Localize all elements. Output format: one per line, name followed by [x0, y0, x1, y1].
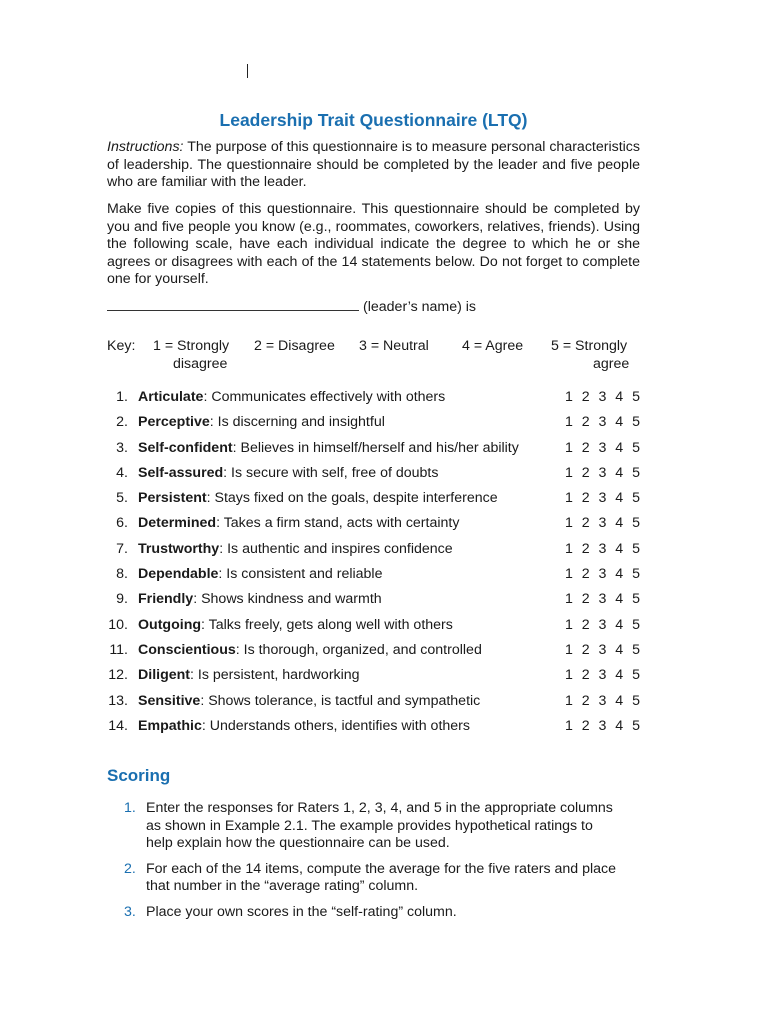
rating-option[interactable]: 2: [581, 439, 590, 456]
rating-option[interactable]: 1: [565, 490, 573, 507]
scoring-heading: Scoring: [107, 766, 171, 785]
rating-option[interactable]: 2: [581, 667, 590, 684]
rating-option[interactable]: 2: [581, 490, 590, 507]
rating-option[interactable]: 1: [565, 591, 573, 608]
rating-option[interactable]: 1: [565, 717, 573, 734]
key-5-sub: agree: [593, 355, 630, 372]
rating-option[interactable]: 5: [632, 439, 640, 456]
rating-option[interactable]: 5: [632, 389, 640, 405]
rating-option[interactable]: 4: [615, 591, 624, 608]
item-statement: [138, 540, 453, 559]
rating-option[interactable]: 1: [565, 692, 573, 709]
item-statement: [138, 489, 498, 508]
item-number: 13.: [108, 692, 128, 709]
key-3-label: 3 = Neutral: [359, 338, 429, 354]
rating-scale: [565, 439, 640, 458]
item-trait: Persistent: [138, 490, 207, 507]
rating-option[interactable]: 3: [598, 591, 607, 608]
rating-option[interactable]: 4: [615, 540, 624, 557]
item-trait: Articulate: [138, 389, 204, 405]
item-description: : Is consistent and reliable: [218, 566, 383, 583]
item-number: 1.: [116, 389, 128, 405]
rating-option[interactable]: 3: [598, 566, 607, 583]
rating-option[interactable]: 3: [598, 464, 607, 481]
rating-option[interactable]: 3: [598, 717, 607, 734]
rating-option[interactable]: 5: [632, 490, 640, 507]
rating-option[interactable]: 2: [581, 515, 590, 532]
leader-name-blank[interactable]: [107, 297, 359, 311]
key-1-sub: disagree: [173, 355, 228, 372]
rating-option[interactable]: 3: [598, 439, 607, 456]
scoring-step: [107, 904, 622, 922]
item-trait: Conscientious: [138, 641, 236, 658]
key-label: Key:: [107, 338, 136, 354]
item-description: : Understands others, identifies with others: [201, 717, 470, 734]
rating-option[interactable]: 5: [632, 591, 640, 608]
key-4-label: 4 = Agree: [462, 338, 524, 354]
rating-scale: [565, 641, 640, 660]
rating-option[interactable]: 2: [581, 641, 590, 658]
rating-option[interactable]: 3: [598, 490, 607, 507]
rating-option[interactable]: 1: [565, 439, 573, 456]
rating-option[interactable]: 5: [632, 667, 640, 684]
rating-scale: [565, 464, 640, 483]
list-item: [107, 692, 640, 717]
rating-option[interactable]: 4: [615, 641, 624, 658]
item-statement: [138, 514, 459, 533]
rating-option[interactable]: 3: [598, 389, 607, 405]
item-description: : Talks freely, gets along well with others: [201, 616, 453, 633]
rating-option[interactable]: 1: [565, 464, 573, 481]
rating-option[interactable]: 5: [632, 414, 640, 431]
item-statement: [138, 439, 519, 458]
rating-option[interactable]: 3: [598, 616, 607, 633]
list-item: [107, 388, 640, 413]
item-statement: [138, 565, 382, 584]
scoring-step: [107, 800, 622, 853]
list-item: [107, 641, 640, 666]
item-number: 12.: [108, 667, 128, 684]
item-description: : Communicates effectively with others: [203, 389, 446, 405]
rating-option[interactable]: 3: [598, 692, 607, 709]
rating-option[interactable]: 2: [581, 464, 590, 481]
rating-option[interactable]: 4: [615, 490, 624, 507]
rating-option[interactable]: 2: [581, 414, 590, 431]
rating-option[interactable]: 4: [615, 692, 624, 709]
rating-key: [107, 338, 640, 378]
rating-scale: [565, 489, 640, 508]
item-number: 10.: [108, 616, 128, 633]
rating-option[interactable]: 1: [565, 641, 573, 658]
item-description: : Is thorough, organized, and controlled: [235, 641, 482, 658]
rating-scale: [565, 514, 640, 533]
rating-option[interactable]: 5: [632, 616, 640, 633]
rating-option[interactable]: 1: [565, 515, 573, 532]
item-trait: Friendly: [138, 591, 194, 608]
item-description: : Is authentic and inspires confidence: [219, 540, 453, 557]
page-title: Leadership Trait Questionnaire (LTQ): [219, 110, 528, 130]
rating-option[interactable]: 1: [565, 389, 573, 405]
rating-option[interactable]: 1: [565, 667, 573, 684]
item-description: : Shows kindness and warmth: [193, 591, 382, 608]
item-number: 5.: [116, 490, 128, 507]
text-cursor-mark: [247, 64, 248, 78]
rating-option[interactable]: 4: [615, 464, 624, 481]
rating-scale: [565, 413, 640, 432]
rating-scale: [565, 692, 640, 711]
rating-option[interactable]: 3: [598, 641, 607, 658]
rating-scale: [565, 565, 640, 584]
item-number: 8.: [116, 566, 128, 583]
item-description: : Is discerning and insightful: [209, 414, 385, 431]
rating-option[interactable]: 4: [615, 439, 624, 456]
list-item: [107, 717, 640, 742]
instructions-text: The purpose of this questionnaire is to measure personal characteristics of leadership. The questionnaire should be completed by the leader and five people who are familiar with the leader.: [107, 139, 640, 191]
item-trait: Perceptive: [138, 414, 210, 431]
item-statement: [138, 717, 470, 736]
item-number: 6.: [116, 515, 128, 532]
key-1-label: 1 = Strongly: [153, 338, 230, 354]
step-number: 2.: [124, 860, 136, 877]
rating-option[interactable]: 2: [581, 389, 590, 405]
rating-option[interactable]: 1: [565, 540, 573, 557]
rating-option[interactable]: 2: [581, 566, 590, 583]
item-statement: [138, 590, 382, 609]
rating-option[interactable]: 2: [581, 540, 590, 557]
rating-scale: [565, 590, 640, 609]
item-statement: [138, 388, 445, 407]
rating-option[interactable]: 4: [615, 389, 624, 405]
rating-option[interactable]: 2: [581, 692, 590, 709]
key-2-label: 2 = Disagree: [254, 338, 335, 354]
scoring-step: [107, 861, 622, 896]
list-item: [107, 540, 640, 565]
rating-option[interactable]: 3: [598, 667, 607, 684]
rating-option[interactable]: 3: [598, 540, 607, 557]
rating-option[interactable]: 5: [632, 692, 640, 709]
item-trait: Dependable: [138, 566, 219, 583]
rating-option[interactable]: 5: [632, 717, 640, 734]
item-description: : Is secure with self, free of doubts: [223, 464, 439, 481]
list-item: [107, 464, 640, 489]
key-5-label: 5 = Strongly: [551, 338, 628, 354]
instructions-label: Instructions:: [107, 139, 184, 155]
item-trait: Empathic: [138, 717, 202, 734]
item-description: : Stays fixed on the goals, despite interference: [206, 490, 498, 507]
rating-option[interactable]: 3: [598, 515, 607, 532]
item-trait: Sensitive: [138, 692, 201, 709]
rating-option[interactable]: 2: [581, 717, 590, 734]
rating-option[interactable]: 4: [615, 515, 624, 532]
item-trait: Outgoing: [138, 616, 202, 633]
item-statement: [138, 641, 482, 660]
item-trait: Determined: [138, 515, 217, 532]
item-description: : Shows tolerance, is tactful and sympathetic: [200, 692, 481, 709]
rating-option[interactable]: 5: [632, 566, 640, 583]
rating-option[interactable]: 4: [615, 616, 624, 633]
item-description: : Takes a firm stand, acts with certainty: [216, 515, 460, 532]
rating-option[interactable]: 5: [632, 641, 640, 658]
rating-scale: [565, 616, 640, 635]
rating-scale: [565, 388, 640, 407]
list-item: [107, 413, 640, 438]
step-text: Place your own scores in the “self-rating” column.: [146, 903, 457, 920]
item-number: 3.: [116, 439, 128, 456]
item-number: 2.: [116, 414, 128, 431]
step-number: 3.: [124, 903, 136, 920]
rating-option[interactable]: 1: [565, 566, 573, 583]
rating-option[interactable]: 4: [615, 717, 624, 734]
item-number: 11.: [109, 641, 128, 658]
rating-option[interactable]: 5: [632, 540, 640, 557]
item-number: 9.: [116, 591, 128, 608]
step-number: 1.: [124, 800, 136, 816]
rating-option[interactable]: 5: [632, 515, 640, 532]
item-statement: [138, 616, 453, 635]
item-description: : Is persistent, hardworking: [190, 667, 360, 684]
trait-items-list: [107, 388, 640, 742]
item-number: 4.: [116, 464, 128, 481]
rating-scale: [565, 717, 640, 736]
rating-option[interactable]: 2: [581, 591, 590, 608]
rating-option[interactable]: 3: [598, 414, 607, 431]
rating-scale: [565, 666, 640, 685]
step-text: Enter the responses for Raters 1, 2, 3, 4, and 5 in the appropriate columns as shown in Example 2.1. The example provides hypothetical ratings to help explain how the questionnaire can be used.: [146, 800, 613, 852]
item-number: 7.: [116, 540, 128, 557]
item-statement: [138, 666, 360, 685]
rating-option[interactable]: 4: [615, 566, 624, 583]
copies-paragraph: Make five copies of this questionnaire. This questionnaire should be completed by you and five people you know (e.g., roommates, coworkers, relatives, friends). Using the following scale, have each individual indicate the degree to which he or she agrees or disagrees with each of the 14 statements below. Do not forget to complete one for yourself.: [107, 201, 640, 288]
item-trait: Self-assured: [138, 464, 224, 481]
rating-option[interactable]: 4: [615, 667, 624, 684]
list-item: [107, 514, 640, 539]
rating-scale: [565, 540, 640, 559]
item-statement: [138, 464, 438, 483]
list-item: [107, 565, 640, 590]
item-statement: [138, 413, 385, 432]
rating-option[interactable]: 1: [565, 414, 573, 431]
list-item: [107, 590, 640, 615]
leader-name-line: [107, 297, 640, 315]
leader-name-suffix: (leader’s name) is: [363, 299, 477, 315]
rating-option[interactable]: 1: [565, 616, 573, 633]
item-statement: [138, 692, 480, 711]
item-trait: Diligent: [138, 667, 191, 684]
item-trait: Trustworthy: [138, 540, 220, 557]
step-text: For each of the 14 items, compute the average for the five raters and place that number in the “average rating” column.: [146, 860, 617, 895]
scoring-steps-list: [107, 800, 640, 930]
list-item: [107, 439, 640, 464]
item-number: 14.: [108, 717, 128, 734]
rating-option[interactable]: 2: [581, 616, 590, 633]
list-item: [107, 616, 640, 641]
rating-option[interactable]: 5: [632, 464, 640, 481]
instructions-paragraph: [107, 139, 640, 192]
list-item: [107, 489, 640, 514]
item-description: : Believes in himself/herself and his/her ability: [232, 439, 519, 456]
item-trait: Self-confident: [138, 439, 233, 456]
list-item: [107, 666, 640, 691]
rating-option[interactable]: 4: [615, 414, 624, 431]
